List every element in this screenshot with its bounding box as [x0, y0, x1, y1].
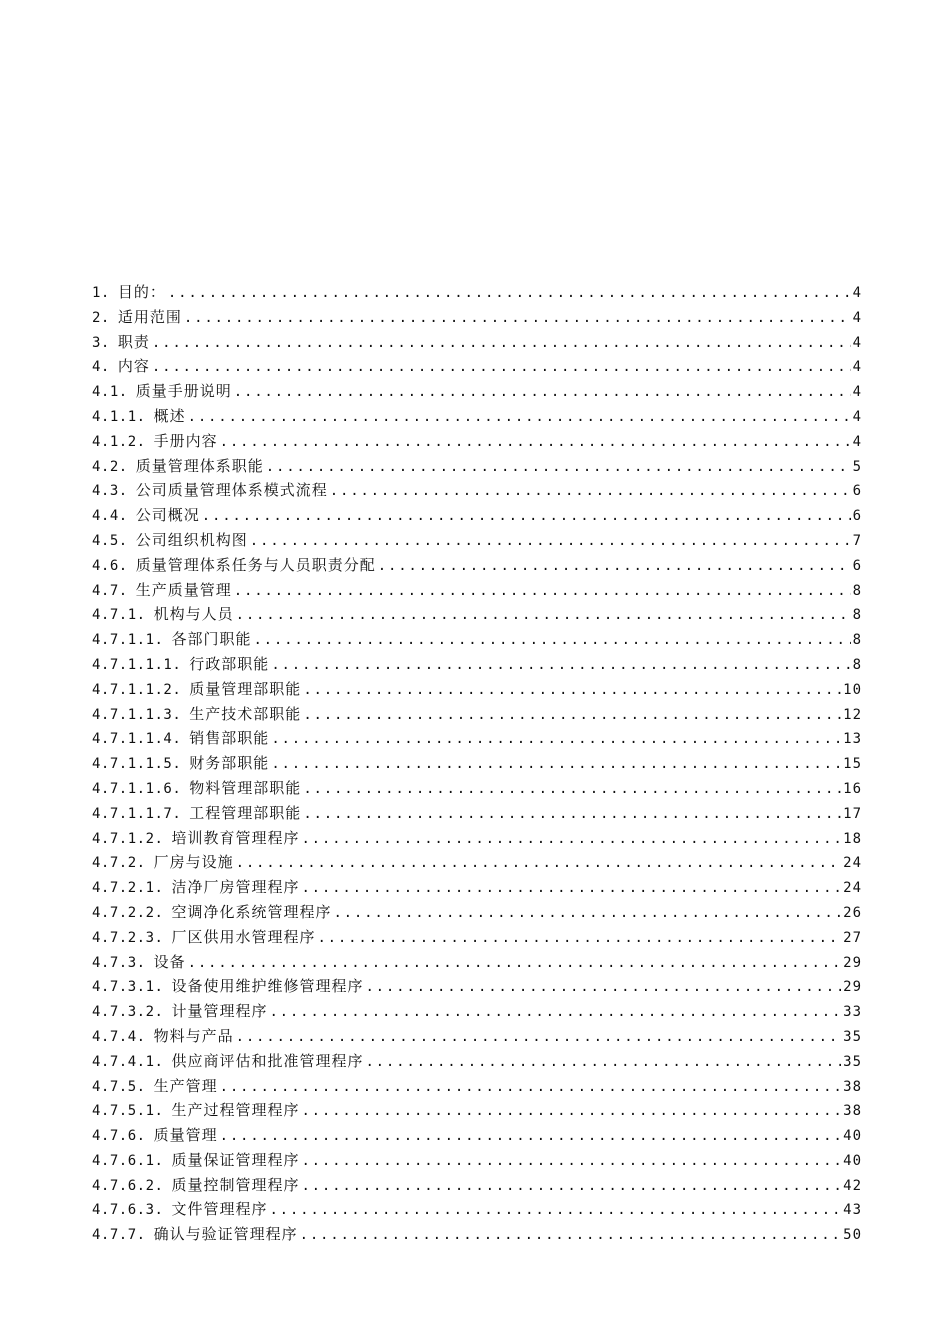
toc-entry-title: 文件管理程序	[171, 1200, 268, 1219]
toc-entry[interactable]	[92, 826, 862, 851]
toc-entry-title: 适用范围	[117, 307, 182, 326]
toc-dot-leader	[202, 504, 851, 529]
toc-entry-page-number: 29	[843, 979, 862, 996]
toc-dot-leader	[303, 802, 841, 827]
toc-entry-title: 空调净化系统管理程序	[171, 902, 332, 921]
toc-entry-number: 4.7.1.1.6.	[92, 780, 182, 797]
toc-dot-leader	[168, 281, 851, 306]
toc-entry-page-number: 4	[852, 433, 862, 450]
toc-entry-title: 生产过程管理程序	[171, 1101, 300, 1120]
toc-entry[interactable]	[92, 553, 862, 578]
toc-entry[interactable]	[92, 1173, 862, 1198]
toc-entry-page-number: 6	[852, 483, 862, 500]
toc-entry-number: 4.7.1.	[92, 607, 146, 624]
toc-entry-title: 设备使用维护维修管理程序	[171, 977, 364, 996]
toc-entry[interactable]	[92, 751, 862, 776]
toc-dot-leader	[301, 827, 841, 852]
toc-entry[interactable]	[92, 503, 862, 528]
toc-entry-page-number: 29	[843, 954, 862, 971]
toc-entry-number: 4.7.1.1.	[92, 632, 164, 649]
toc-dot-leader	[365, 1050, 841, 1075]
toc-dot-leader	[250, 529, 851, 554]
toc-entry-title: 工程管理部职能	[189, 803, 302, 822]
toc-entry-page-number: 6	[852, 508, 862, 525]
toc-dot-leader	[301, 1099, 841, 1124]
toc-entry-number: 4.7.1.1.4.	[92, 731, 182, 748]
toc-dot-leader	[188, 405, 851, 430]
toc-entry-title: 公司概况	[135, 506, 200, 525]
toc-entry[interactable]	[92, 1098, 862, 1123]
toc-entry[interactable]	[92, 330, 862, 355]
toc-dot-leader	[266, 455, 851, 480]
toc-entry-title: 计量管理程序	[171, 1002, 268, 1021]
toc-entry-title: 质量管理	[153, 1126, 218, 1145]
toc-entry-title: 质量管理体系任务与人员职责分配	[135, 555, 376, 574]
toc-entry[interactable]	[92, 900, 862, 925]
toc-entry-number: 4.7.6.3.	[92, 1202, 164, 1219]
toc-dot-leader	[301, 1174, 841, 1199]
toc-entry[interactable]	[92, 925, 862, 950]
toc-entry-number: 4.2.	[92, 458, 128, 475]
toc-entry-number: 4.7.1.1.3.	[92, 706, 182, 723]
toc-entry[interactable]	[92, 1074, 862, 1099]
toc-dot-leader	[269, 1198, 841, 1223]
toc-entry-title: 质量管理体系职能	[135, 456, 264, 475]
toc-entry-page-number: 26	[843, 904, 862, 921]
toc-entry-number: 3.	[92, 334, 110, 351]
toc-entry[interactable]	[92, 875, 862, 900]
toc-dot-leader	[303, 703, 841, 728]
toc-entry-title: 质量保证管理程序	[171, 1150, 300, 1169]
toc-dot-leader	[300, 1223, 842, 1248]
toc-dot-leader	[271, 752, 841, 777]
toc-entry-page-number: 27	[843, 929, 862, 946]
toc-dot-leader	[317, 926, 841, 951]
toc-dot-leader	[152, 355, 851, 380]
toc-dot-leader	[220, 1124, 842, 1149]
toc-entry-number: 4.7.2.1.	[92, 880, 164, 897]
toc-entry-number: 1.	[92, 285, 110, 301]
toc-entry-page-number: 38	[843, 1078, 862, 1095]
toc-entry-page-number: 4	[852, 285, 862, 301]
toc-entry[interactable]	[92, 801, 862, 826]
toc-entry-title: 质量管理部职能	[189, 679, 302, 698]
toc-entry-number: 4.7.4.1.	[92, 1053, 164, 1070]
toc-dot-leader	[236, 1025, 842, 1050]
toc-entry[interactable]	[92, 974, 862, 999]
toc-entry[interactable]	[92, 578, 862, 603]
toc-dot-leader	[220, 430, 851, 455]
toc-entry[interactable]	[92, 429, 862, 454]
toc-entry-page-number: 15	[843, 756, 862, 773]
toc-entry-number: 4.7.1.2.	[92, 830, 164, 847]
toc-entry-page-number: 50	[843, 1227, 862, 1244]
toc-entry-title: 公司组织机构图	[135, 530, 248, 549]
toc-dot-leader	[271, 653, 850, 678]
toc-entry-title: 质量手册说明	[135, 382, 232, 401]
toc-entry-title: 概述	[153, 406, 186, 425]
toc-dot-leader	[303, 777, 841, 802]
toc-entry-title: 各部门职能	[171, 630, 252, 649]
toc-entry-page-number: 24	[843, 855, 862, 872]
toc-entry-title: 确认与验证管理程序	[153, 1225, 298, 1244]
toc-entry[interactable]	[92, 280, 862, 305]
toc-entry-page-number: 35	[843, 1053, 862, 1070]
toc-dot-leader	[378, 554, 851, 579]
toc-entry[interactable]	[92, 702, 862, 727]
toc-entry-number: 4.1.1.	[92, 408, 146, 425]
toc-entry-page-number: 5	[852, 458, 862, 475]
toc-dot-leader	[271, 727, 841, 752]
toc-entry[interactable]	[92, 950, 862, 975]
toc-entry-title: 设备	[153, 952, 186, 971]
toc-entry-number: 4.1.2.	[92, 433, 146, 450]
toc-dot-leader	[365, 975, 841, 1000]
toc-entry-number: 4.7.1.1.1.	[92, 656, 182, 673]
toc-entry[interactable]	[92, 528, 862, 553]
toc-dot-leader	[303, 678, 841, 703]
toc-entry-number: 4.	[92, 359, 110, 376]
toc-entry[interactable]	[92, 1222, 862, 1247]
toc-entry[interactable]	[92, 652, 862, 677]
toc-entry-page-number: 4	[852, 359, 862, 376]
toc-entry-title: 物料与产品	[153, 1026, 234, 1045]
toc-entry-number: 4.6.	[92, 557, 128, 574]
toc-dot-leader	[234, 579, 851, 604]
toc-entry-page-number: 38	[843, 1103, 862, 1120]
toc-entry-number: 4.7.6.2.	[92, 1177, 164, 1194]
toc-entry-page-number: 12	[843, 706, 862, 723]
toc-entry-page-number: 8	[852, 632, 862, 649]
toc-entry-page-number: 42	[843, 1177, 862, 1194]
toc-entry-page-number: 6	[852, 557, 862, 574]
toc-entry-number: 4.7.5.1.	[92, 1103, 164, 1120]
toc-entry[interactable]	[92, 354, 862, 379]
toc-entry-page-number: 35	[843, 1028, 862, 1045]
toc-entry-number: 4.7.7.	[92, 1227, 146, 1244]
toc-entry[interactable]	[92, 1197, 862, 1222]
toc-entry-page-number: 7	[852, 532, 862, 549]
toc-entry-title: 目的：	[117, 283, 166, 301]
toc-entry-title: 财务部职能	[189, 754, 270, 773]
toc-dot-leader	[220, 1075, 842, 1100]
toc-entry-title: 手册内容	[153, 431, 218, 450]
toc-entry-page-number: 8	[852, 607, 862, 624]
toc-entry-page-number: 33	[843, 1004, 862, 1021]
toc-entry-title: 质量控制管理程序	[171, 1175, 300, 1194]
toc-entry-page-number: 13	[843, 731, 862, 748]
toc-entry[interactable]	[92, 776, 862, 801]
toc-entry-title: 行政部职能	[189, 654, 270, 673]
toc-entry[interactable]	[92, 627, 862, 652]
toc-entry[interactable]	[92, 404, 862, 429]
toc-entry[interactable]	[92, 726, 862, 751]
toc-entry-title: 机构与人员	[153, 605, 234, 624]
toc-entry-number: 2.	[92, 309, 110, 326]
toc-entry-title: 厂区供用水管理程序	[171, 927, 316, 946]
toc-entry[interactable]	[92, 1148, 862, 1173]
toc-entry-number: 4.7.2.	[92, 855, 146, 872]
toc-entry-number: 4.7.6.1.	[92, 1152, 164, 1169]
toc-entry-title: 内容	[117, 357, 150, 376]
toc-entry[interactable]	[92, 478, 862, 503]
toc-entry-number: 4.1.	[92, 384, 128, 401]
toc-entry-number: 4.7.2.3.	[92, 929, 164, 946]
toc-dot-leader	[188, 951, 842, 976]
toc-entry-number: 4.3.	[92, 483, 128, 500]
toc-entry-page-number: 17	[843, 805, 862, 822]
toc-entry[interactable]	[92, 1024, 862, 1049]
toc-entry-title: 供应商评估和批准管理程序	[171, 1051, 364, 1070]
toc-entry-page-number: 18	[843, 830, 862, 847]
toc-entry-number: 4.7.1.1.5.	[92, 756, 182, 773]
toc-entry-title: 生产管理	[153, 1076, 218, 1095]
toc-entry[interactable]	[92, 677, 862, 702]
toc-entry-number: 4.7.3.2.	[92, 1004, 164, 1021]
toc-dot-leader	[301, 876, 841, 901]
toc-dot-leader	[152, 331, 851, 356]
toc-entry-title: 培训教育管理程序	[171, 828, 300, 847]
toc-entry[interactable]	[92, 379, 862, 404]
toc-entry-number: 4.7.3.1.	[92, 979, 164, 996]
toc-entry-page-number: 4	[852, 384, 862, 401]
toc-entry-page-number: 24	[843, 880, 862, 897]
toc-entry[interactable]	[92, 999, 862, 1024]
toc-entry[interactable]	[92, 305, 862, 330]
toc-entry-page-number: 40	[843, 1152, 862, 1169]
toc-entry-number: 4.7.2.2.	[92, 904, 164, 921]
toc-entry-title: 公司质量管理体系模式流程	[135, 481, 328, 500]
toc-entry-number: 4.7.3.	[92, 954, 146, 971]
toc-entry-number: 4.7.1.1.2.	[92, 681, 182, 698]
toc-entry-number: 4.5.	[92, 532, 128, 549]
toc-entry[interactable]	[92, 602, 862, 627]
toc-entry-page-number: 16	[843, 780, 862, 797]
toc-entry-number: 4.4.	[92, 508, 128, 525]
toc-entry-page-number: 43	[843, 1202, 862, 1219]
toc-entry-number: 4.7.	[92, 582, 128, 599]
toc-entry-title: 洁净厂房管理程序	[171, 878, 300, 897]
toc-dot-leader	[234, 380, 851, 405]
toc-entry-page-number: 4	[852, 309, 862, 326]
toc-entry-title: 物料管理部职能	[189, 778, 302, 797]
toc-entry[interactable]	[92, 850, 862, 875]
toc-entry-number: 4.7.4.	[92, 1028, 146, 1045]
toc-entry-page-number: 8	[852, 656, 862, 673]
toc-entry-page-number: 40	[843, 1128, 862, 1145]
toc-entry[interactable]	[92, 1049, 862, 1074]
toc-dot-leader	[333, 901, 841, 926]
toc-dot-leader	[253, 628, 850, 653]
toc-dot-leader	[236, 603, 851, 628]
toc-entry-title: 生产质量管理	[135, 580, 232, 599]
toc-entry-page-number: 10	[843, 681, 862, 698]
toc-dot-leader	[269, 1000, 841, 1025]
toc-entry[interactable]	[92, 1123, 862, 1148]
toc-dot-leader	[301, 1149, 841, 1174]
toc-entry-page-number: 4	[852, 408, 862, 425]
toc-entry-title: 销售部职能	[189, 729, 270, 748]
toc-dot-leader	[184, 306, 851, 331]
toc-entry-number: 4.7.1.1.7.	[92, 805, 182, 822]
toc-entry-title: 职责	[117, 332, 150, 351]
toc-entry-title: 生产技术部职能	[189, 704, 302, 723]
toc-entry-page-number: 4	[852, 334, 862, 351]
toc-entry-title: 厂房与设施	[153, 853, 234, 872]
toc-entry-number: 4.7.6.	[92, 1128, 146, 1145]
toc-entry-page-number: 8	[852, 582, 862, 599]
toc-entry[interactable]	[92, 454, 862, 479]
table-of-contents	[92, 280, 862, 1247]
toc-dot-leader	[330, 479, 851, 504]
toc-entry-number: 4.7.5.	[92, 1078, 146, 1095]
toc-dot-leader	[236, 851, 842, 876]
